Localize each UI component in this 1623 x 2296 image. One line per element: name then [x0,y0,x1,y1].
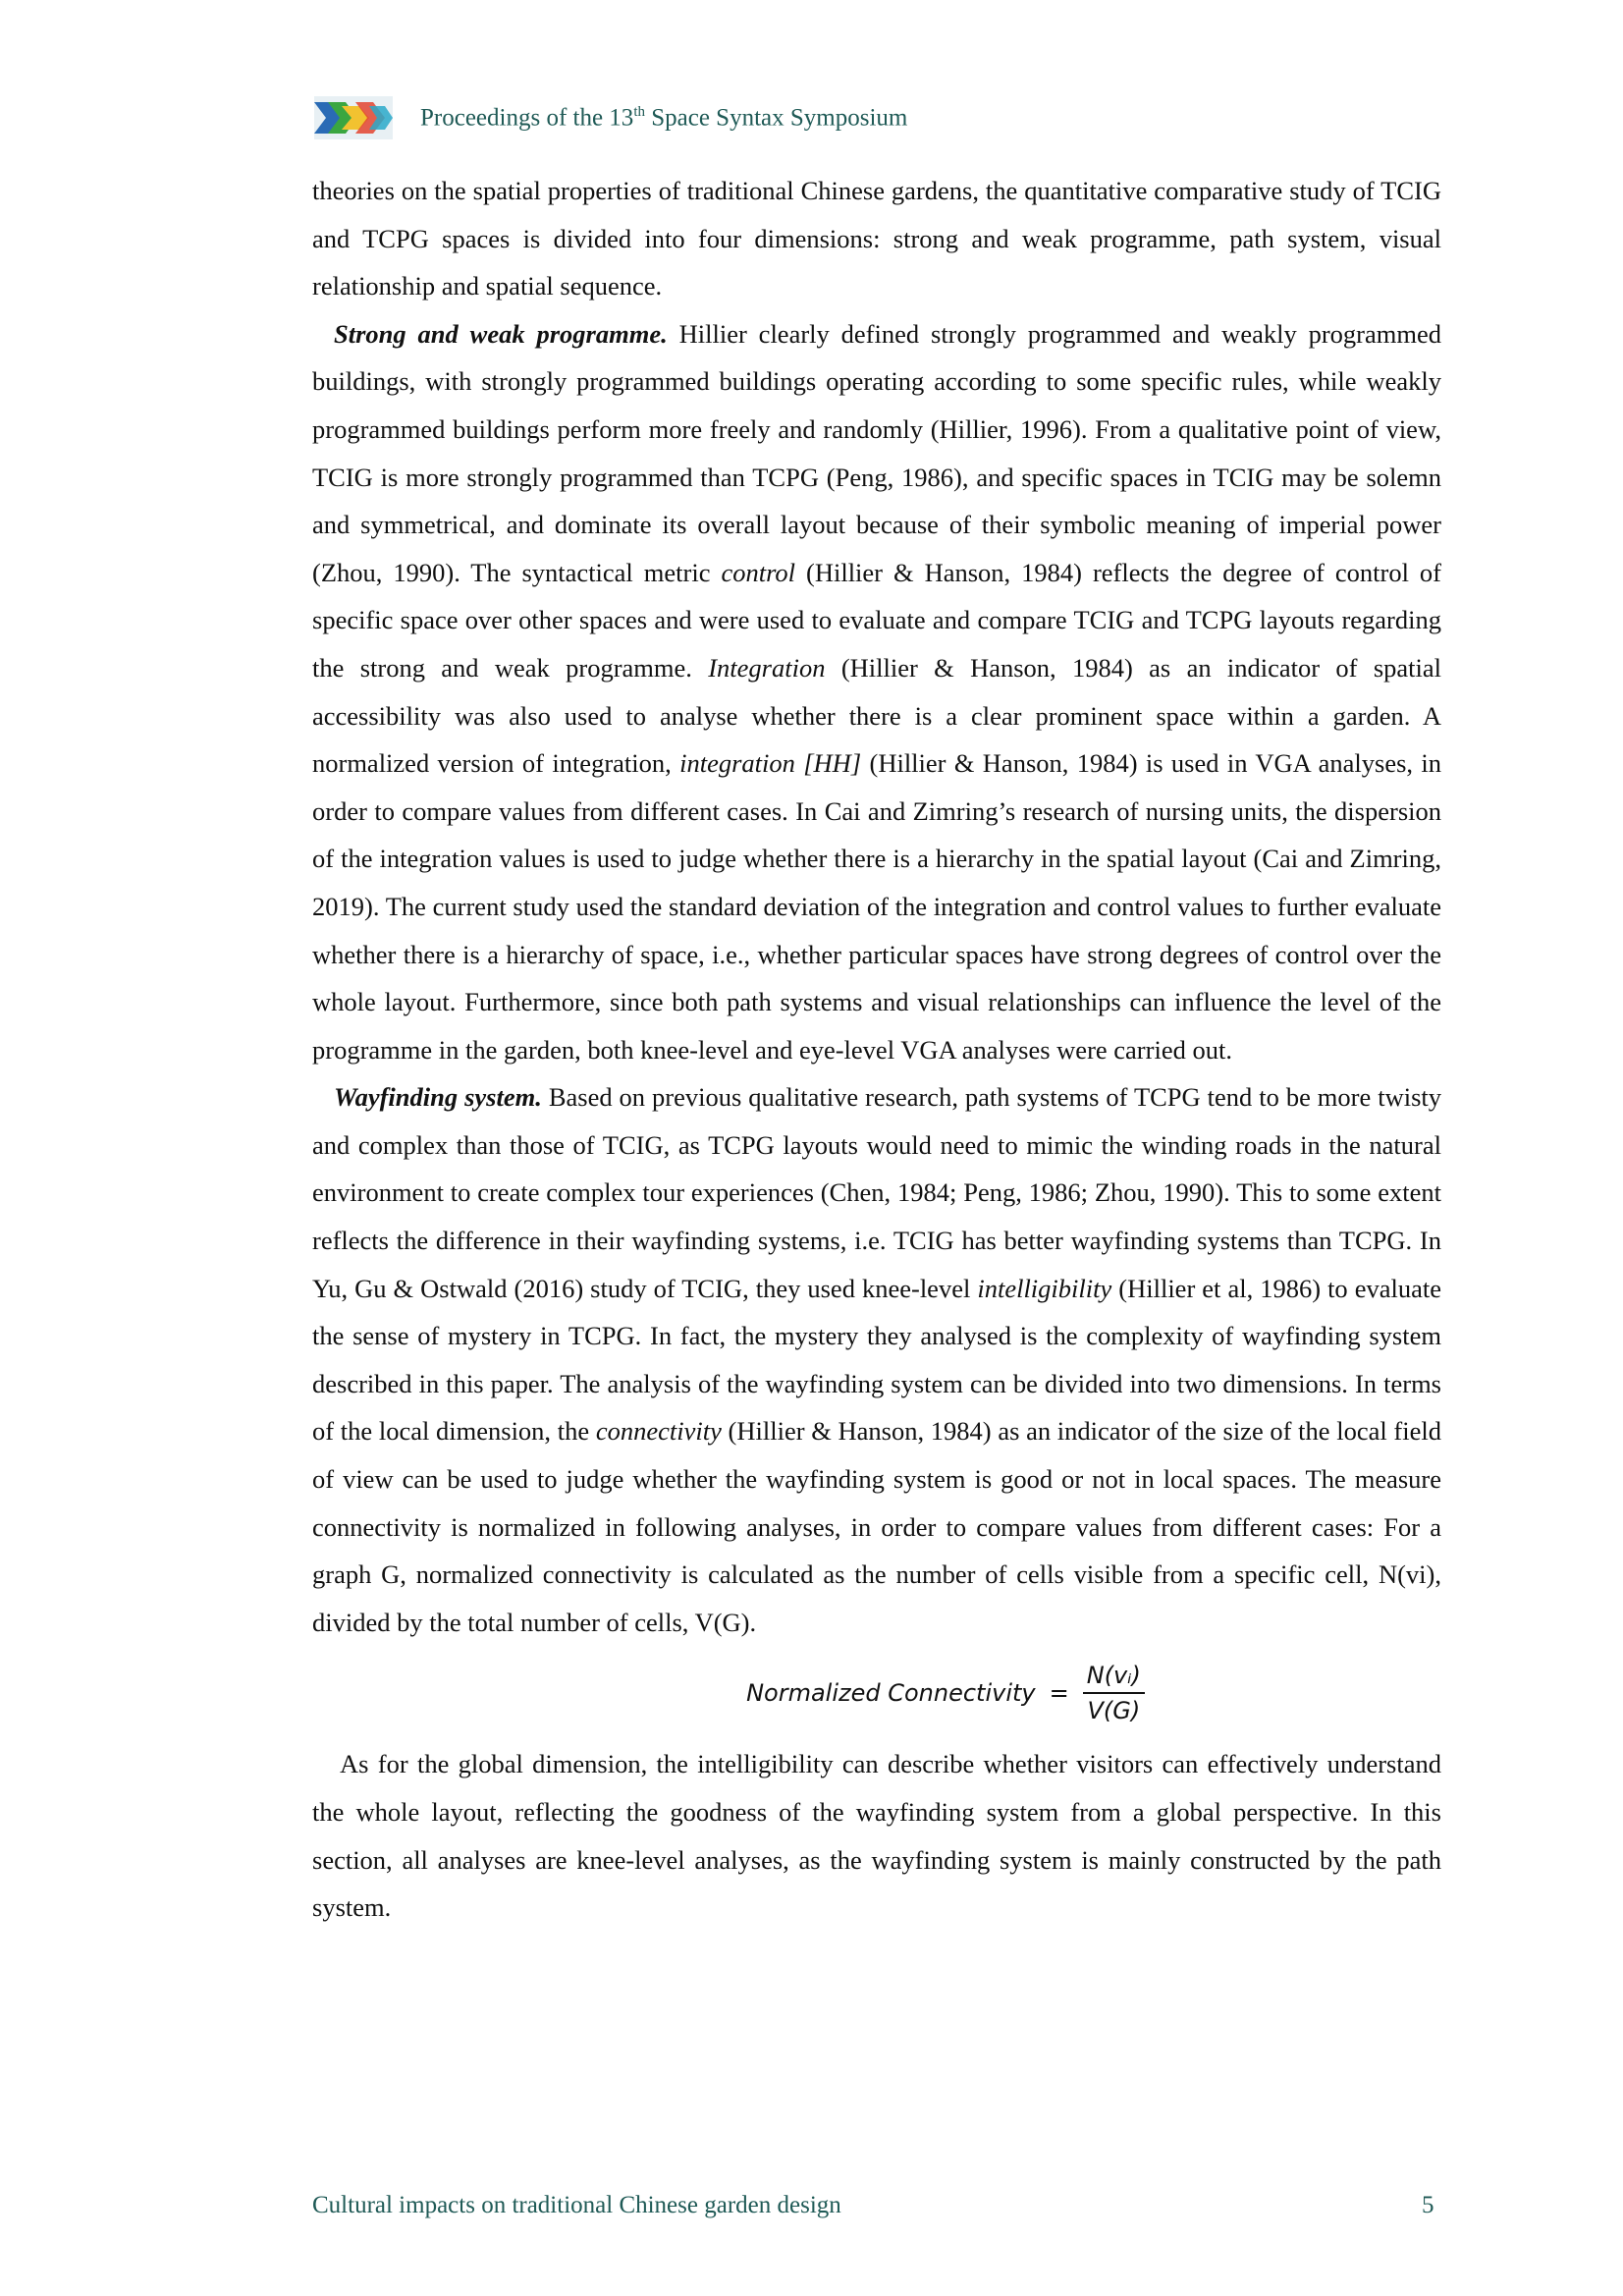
term-integration: Integration [708,652,826,683]
sss-logo-icon [314,96,393,139]
page-number: 5 [1422,2192,1434,2218]
running-header [314,94,907,141]
formula-lhs: Normalized Connectivity [746,1679,1036,1708]
formula-normalized-connectivity [312,1646,1441,1740]
section-lead-wayfinding: Wayfinding system. [334,1082,542,1113]
formula-fraction [1083,1659,1145,1727]
footer-title: Cultural impacts on traditional Chinese garden design [312,2192,841,2218]
paragraph-strong-weak-programme: Strong and weak programme. Hillier clearly defined strongly programmed and weakly programmed buildings, with strongly programmed buildings operating according to some specific rules, while weakly programmed buildings perform more freely and randomly (Hillier, 1996). From a qualitative point of view, TCIG is more strongly programmed than TCPG (Peng, 1986), and specific spaces in TCIG may be solemn and symmetrical, and dominate its overall layout because of their symbolic meaning of imperial power (Zhou, 1990). The syntactical metric control (Hillier & Hanson, 1984) reflects the degree of control of specific space over other spaces and were used to evaluate and compare TCIG and TCPG layouts regarding the strong and weak programme. Integration (Hillier & Hanson, 1984) as an indicator of spatial accessibility was also used to analyse whether there is a clear prominent space within a garden. A normalized version of integration, integration [HH] (Hillier & Hanson, 1984) is used in VGA analyses, in order to compare values from different cases. In Cai and Zimring’s research of nursing units, the dispersion of the integration values is used to judge whether there is a hierarchy in the spatial layout (Cai and Zimring, 2019). The current study used the standard deviation of the integration and control values to further evaluate whether there is a hierarchy of space, i.e., whether particular spaces have strong degrees of control over the whole layout. Furthermore, since both path systems and visual relationships can influence the level of the programme in the garden, both knee-level and eye-level VGA analyses were carried out. [312,318,1442,1065]
term-intelligibility: intelligibility [977,1273,1112,1303]
paragraph-wayfinding-system: Wayfinding system. Based on previous qualitative research, path systems of TCPG tend to be more twisty and complex than those of TCIG, as TCPG layouts would need to mimic the winding roads in the natural environment to create complex tour experiences (Chen, 1984; Peng, 1986; Zhou, 1990). This to some extent reflects the difference in their wayfinding systems, i.e. TCIG has better wayfinding systems than TCPG. In Yu, Gu & Ostwald (2016) study of TCIG, they used knee-level intelligibility (Hillier et al, 1986) to evaluate the sense of mystery in TCPG. In fact, the mystery they analysed is the complexity of wayfinding system described in this paper. The analysis of the wayfinding system can be divided into two dimensions. In terms of the local dimension, the connectivity (Hillier & Hanson, 1984) as an indicator of the size of the local field of view can be used to judge whether the wayfinding system is good or not in local spaces. The measure connectivity is normalized in following analyses, in order to compare values from different cases: For a graph G, normalized connectivity is calculated as the number of cells visible from a specific cell, N(vi), divided by the total number of cells, V(G). [312,1082,1441,1637]
paragraph-global-dimension: As for the global dimension, the intelligibility can describe whether visitors can effectively understand the whole layout, reflecting the goodness of the wayfinding system from a global perspective. In this section, all analyses are knee-level analyses, as the wayfinding system is mainly constructed by the path system. [312,1749,1441,1923]
proceedings-title: Proceedings of the 13th Space Syntax Symposium [420,103,908,132]
term-integration-hh: integration [HH] [679,748,862,779]
term-connectivity: connectivity [595,1416,722,1447]
formula-denominator: V(G) [1087,1697,1141,1725]
body-text [312,167,1441,1932]
term-control: control [721,557,796,587]
formula-numerator: N(vᵢ) [1083,1659,1145,1694]
section-lead-programme: Strong and weak programme. [334,318,668,349]
formula-equals: = [1049,1679,1069,1708]
paragraph-intro: theories on the spatial properties of traditional Chinese gardens, the quantitative comparative study of TCIG and TCPG spaces is divided into four dimensions: strong and weak programme, path system, visual relationship and spatial sequence. [312,176,1441,301]
